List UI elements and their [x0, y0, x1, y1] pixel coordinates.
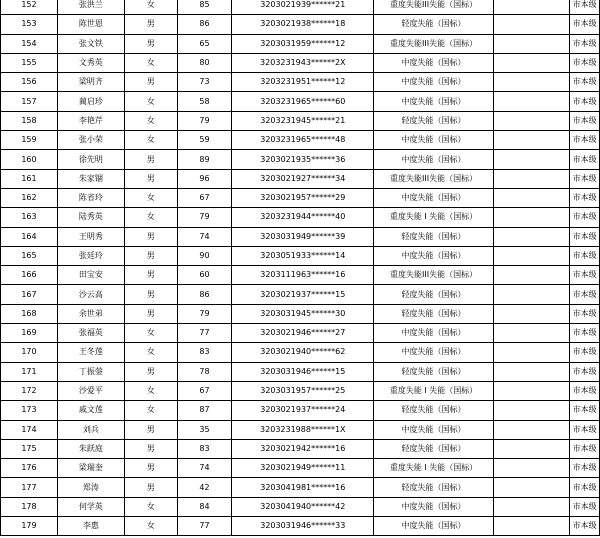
- age-cell: 96: [177, 169, 232, 188]
- table-row: [1, 266, 600, 285]
- empty-cell: [493, 150, 569, 169]
- id-number-cell: 3203031946******15: [232, 362, 374, 381]
- id-number-cell: 3203031957******25: [232, 381, 374, 400]
- id-number-cell: 3203021927******34: [232, 169, 374, 188]
- table-row: [1, 53, 600, 72]
- disability-type-cell: 中度失能（国标）: [374, 517, 494, 536]
- row-number-cell: 159: [1, 131, 58, 150]
- row-number-cell: 164: [1, 227, 58, 246]
- age-cell: 79: [177, 208, 232, 227]
- name-cell: 王明秀: [57, 227, 124, 246]
- row-number-cell: 173: [1, 401, 58, 420]
- gender-cell: 女: [124, 92, 177, 111]
- age-cell: 77: [177, 517, 232, 536]
- age-cell: 73: [177, 73, 232, 92]
- disability-type-cell: 中度失能（国标）: [374, 92, 494, 111]
- table-row: [1, 401, 600, 420]
- row-number-cell: 156: [1, 73, 58, 92]
- gender-cell: 女: [124, 208, 177, 227]
- row-number-cell: 170: [1, 343, 58, 362]
- table-row: [1, 150, 600, 169]
- admin-level-cell: 市本级: [570, 246, 600, 265]
- table-row: [1, 169, 600, 188]
- table-row: [1, 478, 600, 497]
- admin-level-cell: 市本级: [570, 420, 600, 439]
- row-number-cell: 157: [1, 92, 58, 111]
- table-row: [1, 92, 600, 111]
- gender-cell: 女: [124, 401, 177, 420]
- table-row: [1, 15, 600, 34]
- name-cell: 沙云高: [57, 285, 124, 304]
- table-row: [1, 459, 600, 478]
- name-cell: 何学英: [57, 497, 124, 516]
- id-number-cell: 3203231944******40: [232, 208, 374, 227]
- id-number-cell: 3203021957******29: [232, 188, 374, 207]
- admin-level-cell: 市本级: [570, 227, 600, 246]
- row-number-cell: 175: [1, 439, 58, 458]
- id-number-cell: 3203031959******12: [232, 34, 374, 53]
- disability-type-cell: 轻度失能（国标）: [374, 15, 494, 34]
- table-row: [1, 208, 600, 227]
- age-cell: 86: [177, 15, 232, 34]
- admin-level-cell: 市本级: [570, 188, 600, 207]
- disability-type-cell: 中度失能（国标）: [374, 343, 494, 362]
- gender-cell: 男: [124, 150, 177, 169]
- row-number-cell: 152: [1, 0, 58, 15]
- name-cell: 蔺启珍: [57, 92, 124, 111]
- empty-cell: [493, 497, 569, 516]
- id-number-cell: 3203051933******14: [232, 246, 374, 265]
- name-cell: 陈世恩: [57, 15, 124, 34]
- gender-cell: 女: [124, 131, 177, 150]
- id-number-cell: 3203231965******48: [232, 131, 374, 150]
- id-number-cell: 3203111963******16: [232, 266, 374, 285]
- gender-cell: 男: [124, 439, 177, 458]
- gender-cell: 男: [124, 266, 177, 285]
- row-number-cell: 168: [1, 304, 58, 323]
- row-number-cell: 172: [1, 381, 58, 400]
- id-number-cell: 3203231965******60: [232, 92, 374, 111]
- id-number-cell: 3203021946******27: [232, 324, 374, 343]
- name-cell: 张洪兰: [57, 0, 124, 15]
- row-number-cell: 165: [1, 246, 58, 265]
- age-cell: 89: [177, 150, 232, 169]
- gender-cell: 女: [124, 517, 177, 536]
- disability-type-cell: 轻度失能（国标）: [374, 285, 494, 304]
- admin-level-cell: 市本级: [570, 92, 600, 111]
- admin-level-cell: 市本级: [570, 285, 600, 304]
- id-number-cell: 3203021939******21: [232, 0, 374, 15]
- disability-type-cell: 轻度失能（国标）: [374, 439, 494, 458]
- age-cell: 65: [177, 34, 232, 53]
- gender-cell: 女: [124, 53, 177, 72]
- admin-level-cell: 市本级: [570, 111, 600, 130]
- name-cell: 戚文莲: [57, 401, 124, 420]
- gender-cell: 男: [124, 246, 177, 265]
- admin-level-cell: 市本级: [570, 517, 600, 536]
- disability-type-cell: 中度失能（国标）: [374, 131, 494, 150]
- table-row: [1, 343, 600, 362]
- age-cell: 87: [177, 401, 232, 420]
- gender-cell: 男: [124, 459, 177, 478]
- admin-level-cell: 市本级: [570, 381, 600, 400]
- empty-cell: [493, 0, 569, 15]
- gender-cell: 女: [124, 497, 177, 516]
- admin-level-cell: 市本级: [570, 0, 600, 15]
- name-cell: 刘兵: [57, 420, 124, 439]
- row-number-cell: 171: [1, 362, 58, 381]
- id-number-cell: 3203231988******1X: [232, 420, 374, 439]
- row-number-cell: 167: [1, 285, 58, 304]
- row-number-cell: 163: [1, 208, 58, 227]
- admin-level-cell: 市本级: [570, 304, 600, 323]
- id-number-cell: 3203021937******24: [232, 401, 374, 420]
- id-number-cell: 3203041981******16: [232, 478, 374, 497]
- disability-type-cell: 轻度失能（国标）: [374, 401, 494, 420]
- gender-cell: 男: [124, 285, 177, 304]
- age-cell: 77: [177, 324, 232, 343]
- admin-level-cell: 市本级: [570, 362, 600, 381]
- admin-level-cell: 市本级: [570, 208, 600, 227]
- disability-type-cell: 中度失能（国标）: [374, 73, 494, 92]
- empty-cell: [493, 246, 569, 265]
- age-cell: 74: [177, 227, 232, 246]
- table-row: [1, 362, 600, 381]
- gender-cell: 男: [124, 478, 177, 497]
- id-number-cell: 3203021949******11: [232, 459, 374, 478]
- empty-cell: [493, 420, 569, 439]
- gender-cell: 男: [124, 34, 177, 53]
- name-cell: 郑涛: [57, 478, 124, 497]
- disability-type-cell: 轻度失能（国标）: [374, 478, 494, 497]
- table-row: [1, 285, 600, 304]
- disability-type-cell: 重度失能III失能（国标）: [374, 34, 494, 53]
- gender-cell: 女: [124, 111, 177, 130]
- age-cell: 86: [177, 285, 232, 304]
- table-row: [1, 0, 600, 15]
- row-number-cell: 160: [1, 150, 58, 169]
- admin-level-cell: 市本级: [570, 266, 600, 285]
- table-row: [1, 188, 600, 207]
- name-cell: 张廷玲: [57, 246, 124, 265]
- age-cell: 67: [177, 381, 232, 400]
- name-cell: 李惠: [57, 517, 124, 536]
- admin-level-cell: 市本级: [570, 73, 600, 92]
- empty-cell: [493, 439, 569, 458]
- id-number-cell: 3203031946******33: [232, 517, 374, 536]
- disability-type-cell: 轻度失能（国标）: [374, 111, 494, 130]
- empty-cell: [493, 381, 569, 400]
- row-number-cell: 177: [1, 478, 58, 497]
- id-number-cell: 3203021937******15: [232, 285, 374, 304]
- empty-cell: [493, 459, 569, 478]
- empty-cell: [493, 34, 569, 53]
- empty-cell: [493, 343, 569, 362]
- empty-cell: [493, 131, 569, 150]
- age-cell: 58: [177, 92, 232, 111]
- row-number-cell: 162: [1, 188, 58, 207]
- gender-cell: 男: [124, 304, 177, 323]
- disability-type-cell: 中度失能（国标）: [374, 150, 494, 169]
- name-cell: 王冬莲: [57, 343, 124, 362]
- row-number-cell: 179: [1, 517, 58, 536]
- table-row: [1, 439, 600, 458]
- table-row: [1, 111, 600, 130]
- empty-cell: [493, 517, 569, 536]
- empty-cell: [493, 266, 569, 285]
- table-row: [1, 420, 600, 439]
- admin-level-cell: 市本级: [570, 150, 600, 169]
- age-cell: 78: [177, 362, 232, 381]
- row-number-cell: 176: [1, 459, 58, 478]
- age-cell: 74: [177, 459, 232, 478]
- table-row: [1, 34, 600, 53]
- admin-level-cell: 市本级: [570, 401, 600, 420]
- admin-level-cell: 市本级: [570, 169, 600, 188]
- disability-type-cell: 重度失能 I 失能（国标）: [374, 459, 494, 478]
- empty-cell: [493, 324, 569, 343]
- gender-cell: 女: [124, 0, 177, 15]
- admin-level-cell: 市本级: [570, 131, 600, 150]
- name-cell: 文秀英: [57, 53, 124, 72]
- admin-level-cell: 市本级: [570, 497, 600, 516]
- row-number-cell: 169: [1, 324, 58, 343]
- gender-cell: 女: [124, 343, 177, 362]
- empty-cell: [493, 111, 569, 130]
- empty-cell: [493, 478, 569, 497]
- id-number-cell: 3203021940******62: [232, 343, 374, 362]
- name-cell: 张文铁: [57, 34, 124, 53]
- age-cell: 85: [177, 0, 232, 15]
- empty-cell: [493, 208, 569, 227]
- age-cell: 90: [177, 246, 232, 265]
- gender-cell: 男: [124, 15, 177, 34]
- age-cell: 79: [177, 304, 232, 323]
- gender-cell: 男: [124, 420, 177, 439]
- empty-cell: [493, 304, 569, 323]
- empty-cell: [493, 73, 569, 92]
- id-number-cell: 3203031949******39: [232, 227, 374, 246]
- name-cell: 朱跃庭: [57, 439, 124, 458]
- disability-type-cell: 轻度失能（国标）: [374, 227, 494, 246]
- table-row: [1, 304, 600, 323]
- table-row: [1, 227, 600, 246]
- empty-cell: [493, 92, 569, 111]
- id-number-cell: 3203021942******16: [232, 439, 374, 458]
- row-number-cell: 154: [1, 34, 58, 53]
- row-number-cell: 153: [1, 15, 58, 34]
- name-cell: 李艳芹: [57, 111, 124, 130]
- disability-type-cell: 中度失能（国标）: [374, 53, 494, 72]
- age-cell: 80: [177, 53, 232, 72]
- admin-level-cell: 市本级: [570, 439, 600, 458]
- age-cell: 60: [177, 266, 232, 285]
- disability-type-cell: 中度失能（国标）: [374, 324, 494, 343]
- name-cell: 张福英: [57, 324, 124, 343]
- row-number-cell: 161: [1, 169, 58, 188]
- admin-level-cell: 市本级: [570, 459, 600, 478]
- admin-level-cell: 市本级: [570, 343, 600, 362]
- admin-level-cell: 市本级: [570, 53, 600, 72]
- row-number-cell: 174: [1, 420, 58, 439]
- table-row: [1, 73, 600, 92]
- disability-type-cell: 重度失能III失能（国标）: [374, 266, 494, 285]
- table-row: [1, 381, 600, 400]
- disability-type-cell: 轻度失能（国标）: [374, 304, 494, 323]
- row-number-cell: 178: [1, 497, 58, 516]
- age-cell: 79: [177, 111, 232, 130]
- name-cell: 徐先明: [57, 150, 124, 169]
- disability-type-cell: 重度失能 I 失能（国标）: [374, 208, 494, 227]
- empty-cell: [493, 401, 569, 420]
- empty-cell: [493, 285, 569, 304]
- row-number-cell: 158: [1, 111, 58, 130]
- name-cell: 沙爱平: [57, 381, 124, 400]
- name-cell: 丁振蓥: [57, 362, 124, 381]
- age-cell: 42: [177, 478, 232, 497]
- gender-cell: 女: [124, 324, 177, 343]
- id-number-cell: 3203021938******18: [232, 15, 374, 34]
- age-cell: 83: [177, 439, 232, 458]
- name-cell: 朱家锢: [57, 169, 124, 188]
- admin-level-cell: 市本级: [570, 478, 600, 497]
- empty-cell: [493, 362, 569, 381]
- admin-level-cell: 市本级: [570, 34, 600, 53]
- name-cell: 张小荣: [57, 131, 124, 150]
- admin-level-cell: 市本级: [570, 324, 600, 343]
- table-row: [1, 131, 600, 150]
- disability-type-cell: 中度失能（国标）: [374, 420, 494, 439]
- age-cell: 67: [177, 188, 232, 207]
- name-cell: 陆秀英: [57, 208, 124, 227]
- disability-type-cell: 重度失能III失能（国标）: [374, 0, 494, 15]
- empty-cell: [493, 53, 569, 72]
- empty-cell: [493, 227, 569, 246]
- disability-type-cell: 中度失能（国标）: [374, 246, 494, 265]
- empty-cell: [493, 188, 569, 207]
- disability-type-cell: 重度失能III失能（国标）: [374, 169, 494, 188]
- disability-type-cell: 轻度失能（国标）: [374, 362, 494, 381]
- age-cell: 83: [177, 343, 232, 362]
- empty-cell: [493, 15, 569, 34]
- gender-cell: 女: [124, 188, 177, 207]
- gender-cell: 男: [124, 169, 177, 188]
- id-number-cell: 3203021935******36: [232, 150, 374, 169]
- age-cell: 35: [177, 420, 232, 439]
- disability-type-cell: 重度失能 I 失能（国标）: [374, 381, 494, 400]
- gender-cell: 男: [124, 227, 177, 246]
- gender-cell: 男: [124, 73, 177, 92]
- table-row: [1, 246, 600, 265]
- name-cell: 田宝安: [57, 266, 124, 285]
- gender-cell: 男: [124, 362, 177, 381]
- id-number-cell: 3203231951******12: [232, 73, 374, 92]
- disability-type-cell: 中度失能（国标）: [374, 497, 494, 516]
- id-number-cell: 3203231943******2X: [232, 53, 374, 72]
- admin-level-cell: 市本级: [570, 15, 600, 34]
- disability-type-cell: 中度失能（国标）: [374, 188, 494, 207]
- name-cell: 余世弟: [57, 304, 124, 323]
- name-cell: 梁明齐: [57, 73, 124, 92]
- id-number-cell: 3203041940******42: [232, 497, 374, 516]
- gender-cell: 女: [124, 381, 177, 400]
- id-number-cell: 3203231945******21: [232, 111, 374, 130]
- empty-cell: [493, 169, 569, 188]
- row-number-cell: 166: [1, 266, 58, 285]
- table-row: [1, 497, 600, 516]
- row-number-cell: 155: [1, 53, 58, 72]
- name-cell: 陈省玲: [57, 188, 124, 207]
- table-row: [1, 517, 600, 536]
- table-row: [1, 324, 600, 343]
- age-cell: 59: [177, 131, 232, 150]
- name-cell: 梁瑞奎: [57, 459, 124, 478]
- age-cell: 84: [177, 497, 232, 516]
- id-number-cell: 3203031945******30: [232, 304, 374, 323]
